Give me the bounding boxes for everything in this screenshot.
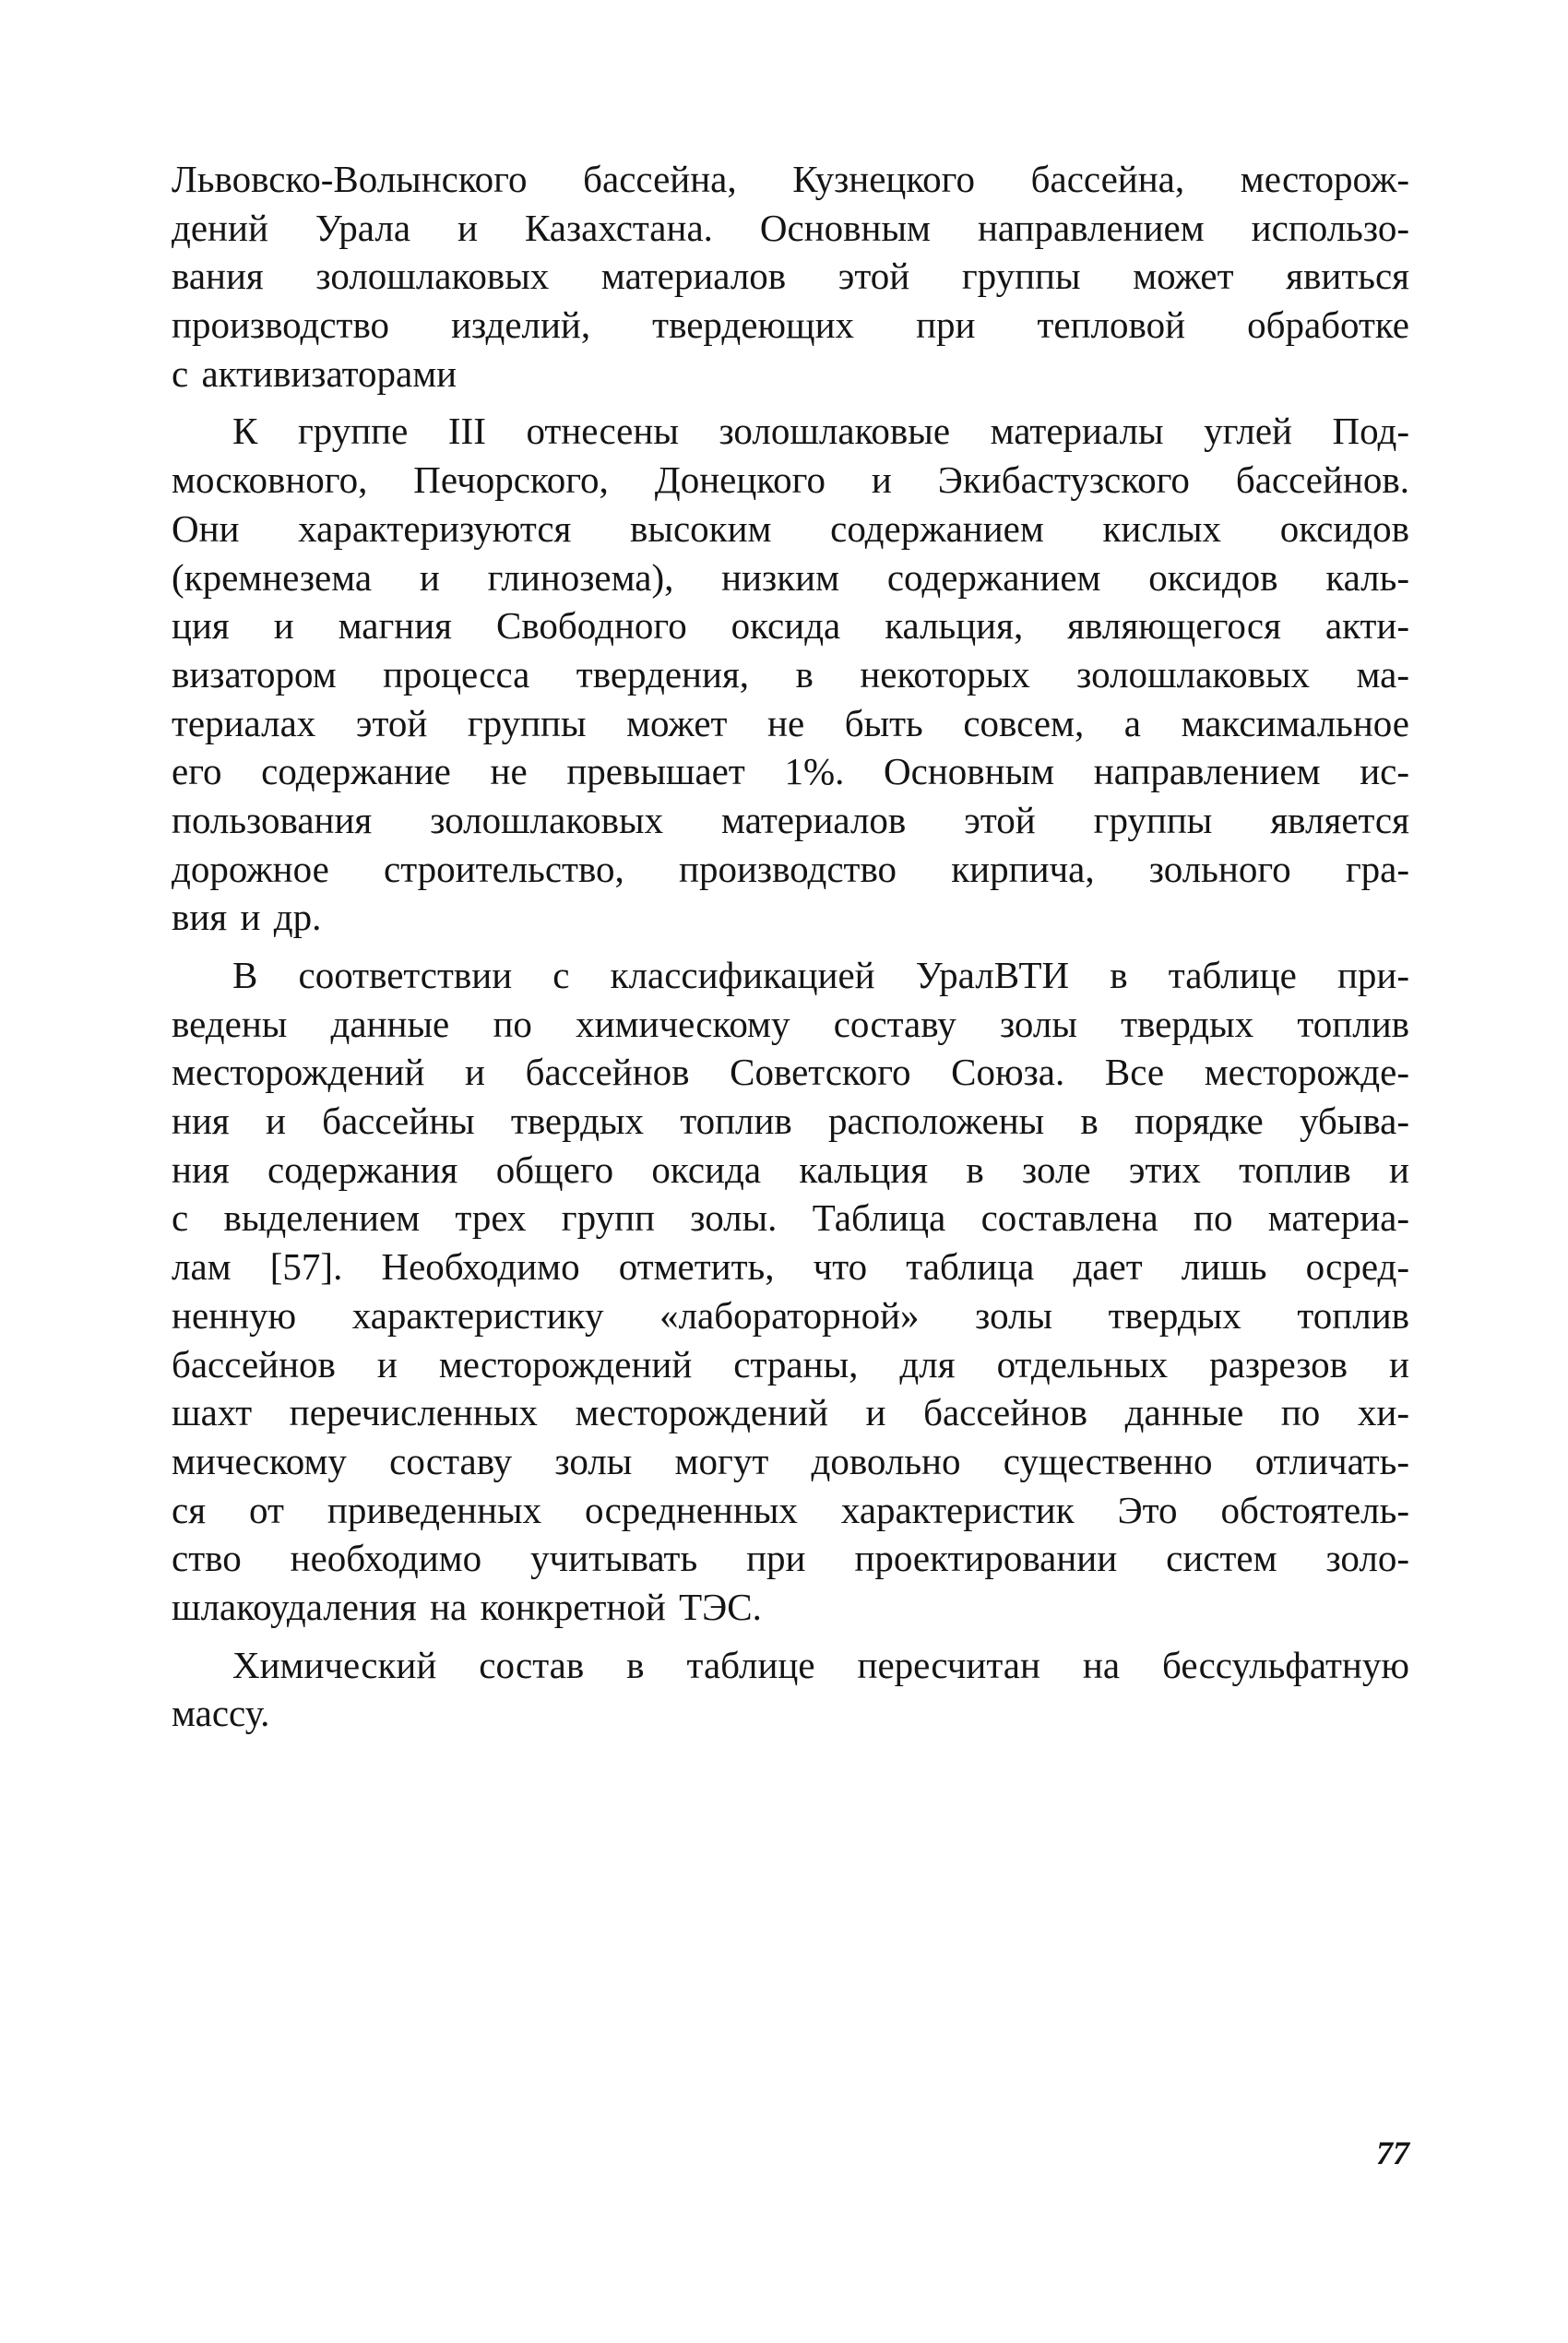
text-line: с выделением трех групп золы. Таблица составлена по материа- xyxy=(172,1196,1409,1240)
text-line: Химический состав в таблице пересчитан на бессульфатную xyxy=(232,1643,1409,1686)
text-line: Они характеризуются высоким содержанием кислых оксидов xyxy=(172,506,1409,550)
text-line: ведены данные по химическому составу золы твердых топлив xyxy=(172,1002,1409,1045)
text-line: массу. xyxy=(172,1692,270,1735)
paragraph-gap xyxy=(172,1632,1409,1641)
paragraph-gap xyxy=(172,942,1409,951)
text-line: шахт перечисленных месторождений и бассейнов данные по хи- xyxy=(172,1391,1409,1434)
text-line: бассейнов и месторождений страны, для отдельных разрезов и xyxy=(172,1342,1409,1386)
paragraph xyxy=(172,155,1409,398)
text-line: вания золошлаковых материалов этой группы может явиться xyxy=(172,255,1409,298)
body-text xyxy=(172,155,1409,1738)
text-line: шлакоудаления на конкретной ТЭС. xyxy=(172,1585,762,1628)
text-line: с активизаторами xyxy=(172,351,457,395)
text-line: ния и бассейны твердых топлив расположены в порядке убыва- xyxy=(172,1100,1409,1143)
text-line: В соответствии с классификацией УралВТИ в таблице при- xyxy=(232,954,1409,996)
page-number: 77 xyxy=(1376,2135,1409,2171)
text-line: дорожное строительство, производство кирпича, зольного гра- xyxy=(172,847,1409,890)
text-line: производство изделий, твердеющих при тепловой обработке xyxy=(172,303,1409,347)
text-line: ство необходимо учитывать при проектировании систем золо- xyxy=(172,1537,1409,1580)
paragraph xyxy=(172,407,1409,942)
text-line: мическому составу золы могут довольно существенно отличать- xyxy=(172,1439,1409,1482)
text-line: (кремнезема и глинозема), низким содержанием оксидов каль- xyxy=(172,555,1409,599)
text-line: ненную характеристику «лабораторной» золы твердых топлив xyxy=(172,1293,1409,1337)
text-line: ция и магния Свободного оксида кальция, являющегося акти- xyxy=(172,604,1409,648)
text-line: месторождений и бассейнов Советского Союза. Все месторожде- xyxy=(172,1051,1409,1094)
text-line: Львовско-Волынского бассейна, Кузнецкого бассейна, месторож- xyxy=(172,158,1409,200)
text-line: дений Урала и Казахстана. Основным направлением использо- xyxy=(172,206,1409,249)
text-line: териалах этой группы может не быть совсем, а максимальное xyxy=(172,701,1409,744)
text-line: московного, Печорского, Донецкого и Экибастузского бассейнов. xyxy=(172,458,1409,502)
text-line: ния содержания общего оксида кальция в золе этих топлив и xyxy=(172,1148,1409,1191)
paragraph-gap xyxy=(172,398,1409,407)
text-line: ся от приведенных осредненных характеристик Это обстоятель- xyxy=(172,1488,1409,1531)
text-line: вия и др. xyxy=(172,896,322,939)
text-line: его содержание не превышает 1%. Основным направлением ис- xyxy=(172,750,1409,793)
paragraph xyxy=(172,951,1409,1632)
text-line: визатором процесса твердения, в некоторых золошлаковых ма- xyxy=(172,652,1409,696)
text-line: пользования золошлаковых материалов этой группы является xyxy=(172,798,1409,841)
text-line: К группе III отнесены золошлаковые материалы углей Под- xyxy=(232,410,1409,453)
paragraph xyxy=(172,1641,1409,1738)
text-line: лам [57]. Необходимо отметить, что таблица дает лишь осред- xyxy=(172,1245,1409,1289)
